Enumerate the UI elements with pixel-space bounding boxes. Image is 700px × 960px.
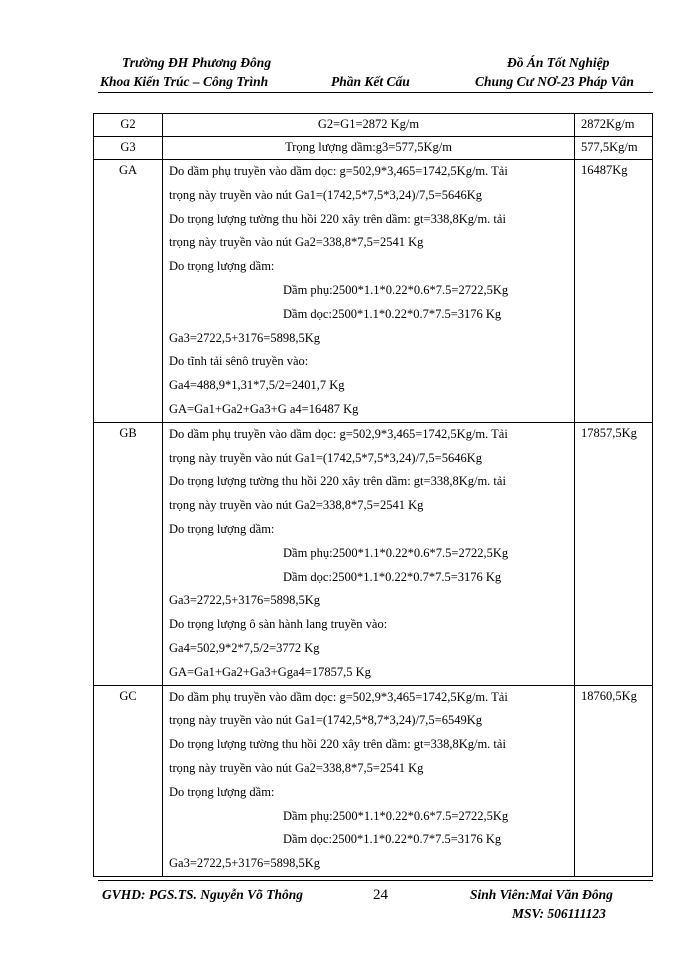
header-section: Phần Kết Cấu — [331, 74, 410, 89]
desc-line: Do tĩnh tải sênô truyền vào: — [169, 354, 309, 369]
footer-rule — [98, 880, 653, 881]
row-total: 18760,5Kg — [575, 685, 653, 876]
header-rule — [98, 92, 653, 93]
desc-line: Do trọng lượng dầm: — [169, 521, 275, 536]
footer-student-id: MSV: 506111123 — [512, 906, 606, 921]
desc-line: Do trọng lượng dầm: — [169, 784, 275, 799]
row-code: GA — [94, 160, 163, 423]
footer-supervisor: GVHD: PGS.TS. Nguyễn Võ Thông — [102, 887, 304, 902]
row-code: G3 — [94, 137, 163, 160]
row-desc — [163, 685, 575, 876]
desc-line: Dầm phụ:2500*1.1*0.22*0.6*7.5=2722,5Kg — [283, 545, 509, 560]
header-project: Đồ Án Tốt Nghiệp — [507, 55, 610, 70]
row-code: GC — [94, 685, 163, 876]
desc-line: Do trọng lượng ô sàn hành lang truyền vào: — [169, 617, 388, 632]
desc-line: Dầm phụ:2500*1.1*0.22*0.6*7.5=2722,5Kg — [283, 282, 509, 297]
row-desc: G2=G1=2872 Kg/m — [163, 114, 575, 137]
desc-line: Dầm dọc:2500*1.1*0.22*0.7*7.5=3176 Kg — [283, 306, 502, 321]
desc-line: trọng này truyền vào nút Ga2=338,8*7,5=2541 Kg — [169, 760, 424, 775]
desc-line: Do dầm phụ truyền vào dầm dọc: g=502,9*3,465=1742,5Kg/m. Tải — [169, 689, 508, 704]
row-desc — [163, 160, 575, 423]
row-total: 17857,5Kg — [575, 422, 653, 685]
header-building: Chung Cư NƠ-23 Pháp Vân — [475, 74, 634, 89]
load-table — [93, 113, 653, 877]
desc-line: GA=Ga1+Ga2+Ga3+G a4=16487 Kg — [169, 401, 359, 416]
desc-line: Ga3=2722,5+3176=5898,5Kg — [169, 856, 321, 871]
desc-line: Do trọng lượng tường thu hồi 220 xây trên dầm: gt=338,8Kg/m. tải — [169, 737, 506, 752]
desc-line: trọng này truyền vào nút Ga2=338,8*7,5=2541 Kg — [169, 498, 424, 513]
desc-line: Dầm dọc:2500*1.1*0.22*0.7*7.5=3176 Kg — [283, 832, 502, 847]
desc-line: Dầm dọc:2500*1.1*0.22*0.7*7.5=3176 Kg — [283, 569, 502, 584]
desc-line: Do trọng lượng tường thu hồi 220 xây trên dầm: gt=338,8Kg/m. tải — [169, 211, 506, 226]
desc-line: Ga4=488,9*1,31*7,5/2=2401,7 Kg — [169, 378, 345, 393]
header-faculty: Khoa Kiến Trúc – Công Trình — [100, 74, 269, 89]
row-code: GB — [94, 422, 163, 685]
desc-line: Ga3=2722,5+3176=5898,5Kg — [169, 593, 321, 608]
desc-line: trọng này truyền vào nút Ga1=(1742,5*8,7*3,24)/7,5=6549Kg — [169, 713, 483, 728]
desc-line: Dầm phụ:2500*1.1*0.22*0.6*7.5=2722,5Kg — [283, 808, 509, 823]
row-total: 2872Kg/m — [575, 114, 653, 137]
table-row-gc — [94, 685, 653, 876]
row-total: 577,5Kg/m — [575, 137, 653, 160]
table-row-g3 — [94, 137, 653, 160]
row-desc: Trọng lượng dầm:g3=577,5Kg/m — [163, 137, 575, 160]
header-school: Trường ĐH Phương Đông — [122, 55, 272, 70]
desc-line: GA=Ga1+Ga2+Ga3+Gga4=17857,5 Kg — [169, 664, 371, 679]
desc-line: Do dầm phụ truyền vào dầm dọc: g=502,9*3,465=1742,5Kg/m. Tải — [169, 426, 508, 441]
row-total: 16487Kg — [575, 160, 653, 423]
desc-line: Do trọng lượng tường thu hồi 220 xây trên dầm: gt=338,8Kg/m. tải — [169, 474, 506, 489]
desc-line: trọng này truyền vào nút Ga1=(1742,5*7,5*3,24)/7,5=5646Kg — [169, 187, 483, 202]
desc-line: Do dầm phụ truyền vào dầm dọc: g=502,9*3,465=1742,5Kg/m. Tải — [169, 164, 508, 178]
desc-line: Do trọng lượng dầm: — [169, 259, 275, 274]
row-code: G2 — [94, 114, 163, 137]
table-row-gb — [94, 422, 653, 685]
desc-line: Ga3=2722,5+3176=5898,5Kg — [169, 330, 321, 345]
desc-line: trọng này truyền vào nút Ga1=(1742,5*7,5*3,24)/7,5=5646Kg — [169, 450, 483, 465]
table-row-g2 — [94, 114, 653, 137]
table-row-ga — [94, 160, 653, 423]
desc-line: Ga4=502,9*2*7,5/2=3772 Kg — [169, 640, 320, 655]
page-number: 24 — [373, 887, 388, 903]
desc-line: trọng này truyền vào nút Ga2=338,8*7,5=2541 Kg — [169, 235, 424, 250]
footer-student: Sinh Viên:Mai Văn Đông — [470, 887, 613, 902]
row-desc — [163, 422, 575, 685]
